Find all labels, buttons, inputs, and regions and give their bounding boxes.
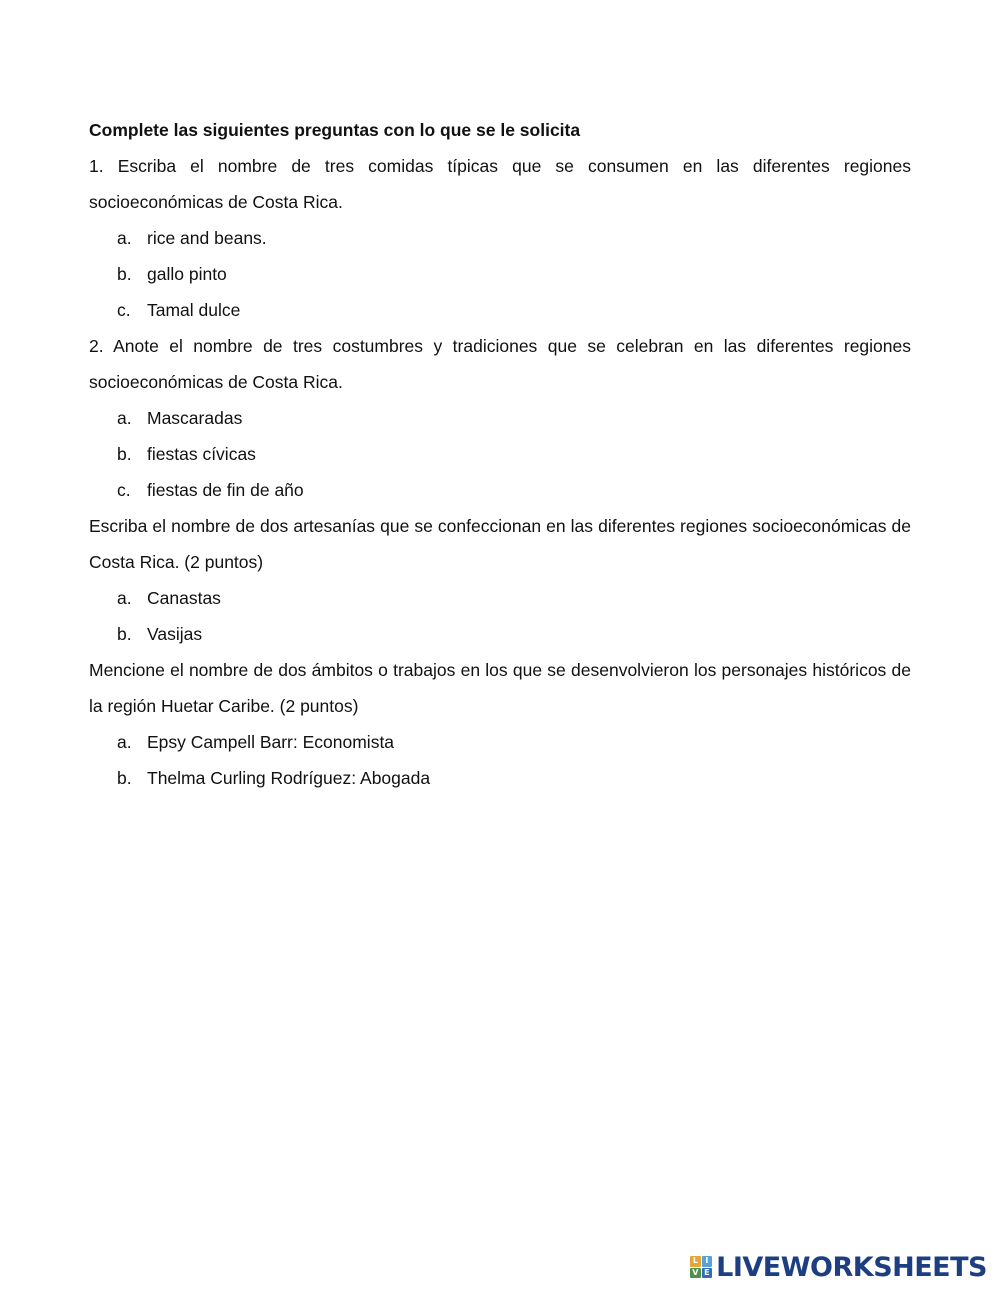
question-1-prompt: 1. Escriba el nombre de tres comidas típicas que se consumen en las diferentes regiones socioeconómicas de Costa Rica. bbox=[89, 156, 911, 212]
logo-mark-letter: L bbox=[690, 1256, 701, 1267]
answer-text: fiestas de fin de año bbox=[147, 480, 304, 500]
answer-item bbox=[89, 400, 911, 436]
list-marker: b. bbox=[117, 624, 132, 644]
answer-text: fiestas cívicas bbox=[147, 444, 256, 464]
logo-text: LIVEWORKSHEETS bbox=[716, 1251, 987, 1283]
answer-text: Vasijas bbox=[147, 624, 203, 644]
answer-item bbox=[89, 580, 911, 616]
list-marker: a. bbox=[117, 408, 132, 428]
question-1-answers bbox=[89, 220, 911, 328]
question-3 bbox=[89, 508, 911, 652]
answer-item bbox=[89, 220, 911, 256]
question-2-prompt: 2. Anote el nombre de tres costumbres y tradiciones que se celebran en las diferentes regiones socioeconómicas de Costa Rica. bbox=[89, 336, 911, 392]
logo-mark-letter: E bbox=[702, 1268, 713, 1279]
list-marker: b. bbox=[117, 444, 132, 464]
logo-mark-letter: I bbox=[702, 1256, 713, 1267]
question-4-prompt: Mencione el nombre de dos ámbitos o trabajos en los que se desenvolvieron los personajes históricos de la región Huetar Caribe. (2 puntos) bbox=[89, 660, 911, 716]
worksheet-page bbox=[89, 112, 911, 796]
list-marker: b. bbox=[117, 264, 132, 284]
answer-text: Mascaradas bbox=[147, 408, 243, 428]
question-4 bbox=[89, 652, 911, 796]
list-marker: c. bbox=[117, 480, 131, 500]
answer-text: Thelma Curling Rodríguez: Abogada bbox=[147, 768, 431, 788]
answer-item bbox=[89, 256, 911, 292]
question-2-answers bbox=[89, 400, 911, 508]
question-3-prompt: Escriba el nombre de dos artesanías que se confeccionan en las diferentes regiones socioeconómicas de Costa Rica. (2 puntos) bbox=[89, 516, 911, 572]
answer-item bbox=[89, 616, 911, 652]
question-1 bbox=[89, 148, 911, 328]
question-4-answers bbox=[89, 724, 911, 796]
list-marker: a. bbox=[117, 228, 132, 248]
list-marker: a. bbox=[117, 732, 132, 752]
worksheet-instruction: Complete las siguientes preguntas con lo que se le solicita bbox=[89, 120, 581, 140]
answer-text: Epsy Campell Barr: Economista bbox=[147, 732, 395, 752]
answer-item bbox=[89, 724, 911, 760]
question-3-answers bbox=[89, 580, 911, 652]
logo-mark-letter: V bbox=[690, 1268, 701, 1279]
liveworksheets-logo bbox=[690, 1252, 987, 1282]
liveworksheets-logo-icon bbox=[690, 1256, 712, 1278]
list-marker: b. bbox=[117, 768, 132, 788]
list-marker: c. bbox=[117, 300, 131, 320]
answer-item bbox=[89, 760, 911, 796]
answer-text: Tamal dulce bbox=[147, 300, 241, 320]
answer-item bbox=[89, 292, 911, 328]
answer-item bbox=[89, 472, 911, 508]
question-2 bbox=[89, 328, 911, 508]
answer-text: Canastas bbox=[147, 588, 221, 608]
answer-text: gallo pinto bbox=[147, 264, 227, 284]
answer-item bbox=[89, 436, 911, 472]
list-marker: a. bbox=[117, 588, 132, 608]
answer-text: rice and beans. bbox=[147, 228, 267, 248]
